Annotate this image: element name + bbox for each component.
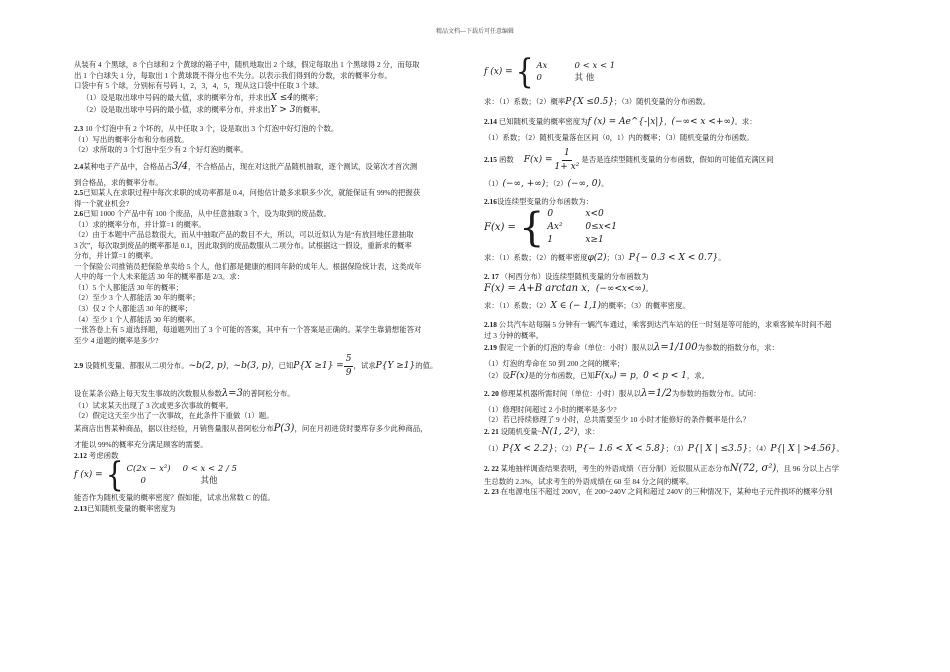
piecewise-function: f (x) = { C(2x − x²) 0 < x < 2 / 5 0 其他 — [74, 454, 237, 495]
problem-2-9: 2.9 设随机变量、都服从二项分布。~b(2, p)，~b(3, p)，已知P{X ≥1} = $\frac{5}{9}$ ，试求P{Y ≥1}的值。 — [74, 354, 438, 378]
problem-text: （1）系数；（2）随机变量落在区间（0，1）内的概率；（3）随机变量的分布函数。 — [484, 132, 754, 142]
problem-item: （1）(−∞, +∞)；（2）(−∞, 0)。 — [484, 178, 609, 189]
problem-item: （2）求所取的 3 个灯泡中至少有 2 个好灯泡的概率。 — [74, 145, 248, 155]
problem-item: （1）灯泡的寿命在 50 到 200 之间的概率； — [484, 359, 625, 369]
problem-item: （2）假定这天至少出了一次事故，在此条件下重做（1）题。 — [74, 411, 274, 421]
problem-2-5: 2.5已知某人在求职过程中每次求职的成功率都是 0.4，问他估计最多求职多少次，就能保证有 99%的把握获 — [74, 188, 421, 198]
problem-text: 人中的每一个人未来能活 30 年的概率都是 2/3。求： — [74, 272, 245, 282]
problem-text: 生总数的 2.3%，试求考生的外语成绩在 60 至 84 分之间的概率。 — [484, 476, 694, 486]
problem-text: 口袋中有 5 个球，分别标有号码 1，2，3，4，5，现从这口袋中任取 3 个球。 — [74, 81, 324, 91]
problem-item: （2）设是取出球中号码的最小值，求的概率分布，并求出Y > 3的概率。 — [82, 105, 325, 116]
problem-item: （1）P{X < 2.2}；（2）P{− 1.6 < X < 5.8}；（3）P{| X | ≤3.5}；（4）P{| X | >4.56}。 — [484, 443, 844, 454]
problem-2-14: 2.14 已知随机变量的概率密度为f (x) = Ae^{-|x|}，(−∞< x <+∞)。求： — [484, 116, 757, 127]
problem-text: 至少 4 道题的概率是多少? — [74, 335, 159, 345]
problem-2-23: 2. 23 在电源电压不超过 200V，在 200~240V 之间和超过 240V 的三种情况下，某种电子元件损坏的概率分别 — [484, 487, 833, 497]
problem-2-3: 2.3 10 个灯泡中有 2 个坏的，从中任取 3 个，设是取出 3 个灯泡中好灯泡的个数。 — [74, 124, 339, 134]
piecewise-function: F(x) = { 0 x<0 Ax² 0≤x<1 1 x≥1 — [484, 204, 618, 251]
problem-2-7: 一个保险公司推销员把保险单卖给 5 个人，他们都是健康的相同年龄的成年人。根据保险统计表，这类成年 — [74, 261, 422, 271]
problem-2-13: 2.13已知随机变量的概率密度为 — [74, 503, 176, 513]
problem-text: 求：（1）系数；（2）概率P{X ≤0.5}；（3）随机变量的分布函数。 — [484, 97, 711, 107]
problem-item: （2）设F(x)是的分布函数，已知F(xₚ) = p，0 < p < 1，求。 — [484, 370, 710, 381]
problem-2-8: 一张答卷上有 5 道选择题，每道题列出了 3 个可能的答案，其中有一个答案是正确的。某学生靠猜想能答对 — [74, 325, 422, 335]
problem-text: 求：（1）系数；（2）X ∈ (− 1,1)的概率；（3）的概率密度。 — [484, 301, 690, 312]
problem-item: （2）至少 3 个人都能活 30 年的概率； — [74, 293, 200, 303]
problem-2-20: 2. 20 修理某机器所需时间（单位：小时）服从以λ=1/2为参数的指数分布。试问： — [484, 387, 761, 399]
problem-text: 到合格品，求的概率分布。 — [74, 177, 163, 187]
problem-item: （1）求的概率分布，并计算=1 的概率。 — [74, 219, 206, 229]
problem-2-18: 2.18 公共汽车站每隔 5 分钟有一辆汽车通过，乘客到达汽车站的任一时刻是等可能的，求乘客候车时间不超 — [484, 320, 832, 330]
problem-2-4: 2.4某种电子产品中，合格品占3/4，不合格品占，现在对这批产品随机抽取，逐个测试，设第次才首次测 — [74, 160, 418, 172]
right-column — [484, 51, 884, 498]
problem-text: 能否作为随机变量的概率密度？假如能，试求出常数 C 的值。 — [74, 493, 275, 503]
problem-text: 3 次”，每次取到废品的概率都是 0.1，因此取到的废品数服从二项分布。试根据这一假设，重新求的概率 — [74, 240, 412, 250]
problem-item: （1）设是取出球中号码的最大值，求的概率分布，并求出X ≤4的概率； — [82, 92, 323, 103]
problem-2-6: 2.6已知 1000 个产品中有 100 个废品，从中任意抽取 3 个，设为取到的废品数。 — [74, 209, 331, 219]
problem-item: （1）写出的概率分布和分布函数。 — [74, 134, 189, 144]
piecewise-function: f (x) = { Ax 0 < x < 1 0 其 他 — [484, 51, 616, 92]
problem-item: （3）仅 2 个人都能活 30 年的概率； — [74, 304, 193, 313]
page-header: 精品文档---下载后可任意编辑 — [436, 29, 514, 35]
problem-item: （1）修理时间超过 2 小时的概率是多少? — [484, 404, 617, 414]
problem-2-19: 2.19 假定一个新的灯泡的寿命（单位：小时）服从以λ=1/100为参数的指数分布，求： — [484, 342, 779, 354]
problem-text: 得一个就业机会? — [74, 198, 130, 208]
problem-2-16: 2.16设连续型变量的分布函数为： — [484, 197, 594, 207]
problem-text: 求：（1）系数；（2）的概率密度φ(2)；（3）P{− 0.3 < X < 0.7}。 — [484, 252, 726, 263]
problem-2-15: 2.15 函数 F(x) = $\frac{1}{\text{1+ x²}}$ 是否是连续型随机变量的分布函数，假如的可能值充满区间 — [484, 148, 774, 172]
problem-2-12: 2.12 考虑函数 — [74, 450, 119, 460]
problem-text: 从装有 4 个黑球，8 个白球和 2 个黄球的箱子中，随机地取出 2 个球，假定每取出 1 个黑球得 2 分，而每取 — [74, 60, 420, 69]
problem-2-17: 2. 17 （柯西分布）设连续型随机变量的分布函数为 — [484, 271, 649, 281]
problem-item: （2）由于本题中产品总数很大，而从中抽取产品的数目不大，所以，可以近似认为是“有放回地任意抽取 — [74, 230, 414, 240]
problem-item: （2）若已持续修理了 9 小时，总共需要至少 10 小时才能修好的条件概率是什么？ — [484, 415, 751, 425]
problem-2-11: 某商店出售某种商品，据以往经验，月销售量服从普阿松分布P(3)，问在月初进货时要库存多少此种商品， — [74, 422, 428, 434]
problem-item: （4）至少 1 个人都能活 30 年的概率。 — [74, 314, 200, 324]
problem-item: （1）5 个人都能活 30 年的概率； — [74, 282, 184, 292]
problem-text: 分布，并计算=1 的概率。 — [74, 251, 158, 261]
left-column — [74, 60, 469, 514]
problem-2-22: 2. 22 某地抽样调查结果表明，考生的外语成绩（百分制）近似服从正态分布N(72, σ²)，且 96 分以上占学 — [484, 463, 840, 475]
problem-text: 才能以 99%的概率充分满足顾客的需要。 — [74, 440, 208, 449]
problem-2-21: 2. 21 设随机变量~N(1, 2²)，求： — [484, 426, 600, 437]
problem-text: 过 3 分钟的概率。 — [484, 330, 544, 340]
problem-item: （1）试求某天出现了 3 次或更多次事故的概率。 — [74, 400, 233, 410]
problem-text: F(x) = A+B arctan x，(−∞<x<∞)。 — [484, 283, 653, 295]
problem-text: 出 1 个白球失 1 分，每取出 1 个黄球既不得分也不失分。以表示我们得到的分数，求的概率分布。 — [74, 70, 392, 80]
problem-2-10: 设在某条公路上每天发生事故的次数服从参数λ=3的普阿松分布。 — [74, 387, 295, 399]
